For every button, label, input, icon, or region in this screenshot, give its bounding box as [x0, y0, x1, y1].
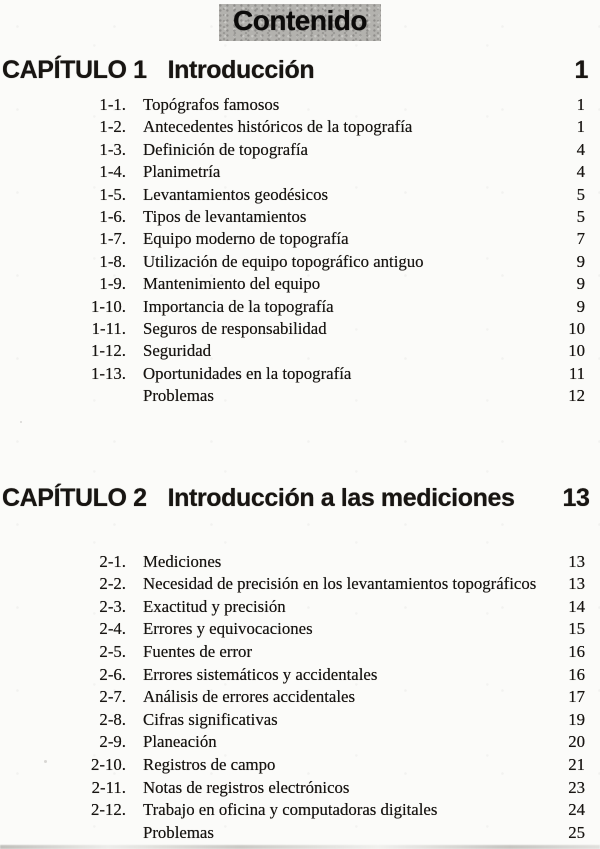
- toc-item-page: 7: [576, 229, 585, 249]
- toc-row: [0, 686, 600, 709]
- toc-item-page: 9: [576, 296, 585, 316]
- toc-item-number: 2-10.: [91, 755, 126, 775]
- toc-row: [0, 385, 600, 407]
- chapter-2-label: CAPÍTULO 2: [2, 483, 147, 512]
- toc-row: [0, 777, 600, 800]
- toc-item-title: Problemas: [143, 386, 214, 406]
- toc-item-title: Errores y equivocaciones: [143, 619, 313, 639]
- toc-item-title: Seguridad: [143, 341, 212, 361]
- toc-item-title: Definición de topografía: [143, 139, 308, 159]
- toc-row: [0, 251, 600, 273]
- toc-item-number: 2-12.: [91, 800, 126, 820]
- toc-row: [0, 731, 600, 754]
- toc-row: [0, 161, 600, 183]
- toc-item-number: 2-2.: [99, 574, 126, 594]
- toc-item-page: 10: [568, 319, 585, 339]
- toc-item-title: Notas de registros electrónicos: [143, 777, 350, 797]
- toc-row: [0, 139, 600, 161]
- chapter-1-label: CAPÍTULO 1: [2, 56, 147, 84]
- toc-item-page: 5: [576, 207, 585, 227]
- toc-item-title: Trabajo en oficina y computadoras digitales: [143, 800, 438, 820]
- toc-row: [0, 709, 600, 732]
- toc-item-page: 10: [568, 341, 585, 361]
- toc-item-number: 2-3.: [99, 596, 126, 616]
- toc-item-number: 1-10.: [91, 296, 126, 316]
- toc-item-page: 20: [568, 732, 585, 752]
- toc-item-number: 2-6.: [99, 664, 126, 684]
- toc-item-number: 1-2.: [99, 117, 126, 137]
- toc-row: [0, 551, 600, 574]
- toc-item-title: Registros de campo: [143, 755, 276, 775]
- toc-item-title: Antecedentes históricos de la topografía: [143, 117, 413, 137]
- toc-item-page: 12: [568, 386, 585, 406]
- toc-item-number: 1-8.: [99, 251, 126, 271]
- toc-item-number: 2-8.: [99, 709, 126, 729]
- toc-item-number: 1-1.: [99, 95, 126, 114]
- toc-item-page: 4: [576, 139, 585, 159]
- toc-row: [0, 340, 600, 362]
- chapter-1-page-number: 1: [574, 56, 588, 84]
- scan-speck: [20, 421, 22, 423]
- toc-item-number: 2-4.: [99, 619, 126, 639]
- toc-item-number: 1-9.: [99, 274, 126, 294]
- toc-item-title: Equipo moderno de topografía: [143, 229, 349, 249]
- toc-item-page: 19: [568, 709, 585, 729]
- toc-item-title: Mantenimiento del equipo: [143, 274, 321, 294]
- toc-item-page: 4: [576, 162, 585, 182]
- toc-item-page: 9: [576, 274, 585, 294]
- chapter-1-header: [0, 54, 600, 86]
- toc-item-number: 2-7.: [99, 687, 126, 707]
- chapter-2-header: [0, 482, 600, 514]
- toc-item-number: 1-4.: [99, 162, 126, 182]
- toc-row: [0, 116, 600, 138]
- chapter-2-toc-list: [0, 551, 600, 845]
- toc-item-title: Utilización de equipo topográfico antiguo: [143, 251, 424, 271]
- toc-item-number: 1-7.: [99, 229, 126, 249]
- toc-item-title: Mediciones: [143, 551, 222, 571]
- toc-row: [0, 618, 600, 641]
- toc-item-page: 1: [576, 117, 585, 137]
- toc-item-page: 14: [568, 596, 585, 616]
- toc-item-page: 15: [568, 619, 585, 639]
- toc-item-number: 2-9.: [99, 732, 126, 752]
- toc-item-title: Cifras significativas: [143, 709, 278, 729]
- toc-row: [0, 228, 600, 250]
- toc-item-number: 1-3.: [99, 139, 126, 159]
- toc-item-page: 24: [568, 800, 585, 820]
- toc-item-title: Necesidad de precisión en los levantamientos topográficos: [143, 574, 537, 594]
- toc-item-number: 1-6.: [99, 207, 126, 227]
- toc-item-page: 17: [568, 687, 585, 707]
- page-title: Contenido: [219, 4, 381, 41]
- toc-item-number: 2-1.: [99, 551, 126, 571]
- toc-item-page: 13: [568, 551, 585, 571]
- toc-item-page: 13: [568, 574, 585, 594]
- toc-item-number: 2-5.: [99, 642, 126, 662]
- toc-row: [0, 799, 600, 822]
- toc-row: [0, 754, 600, 777]
- chapter-2-page-number: 13: [562, 483, 590, 512]
- toc-item-title: Levantamientos geodésicos: [143, 184, 329, 204]
- toc-item-title: Oportunidades en la topografía: [143, 363, 352, 383]
- toc-item-title: Planimetría: [143, 162, 221, 182]
- toc-row: [0, 296, 600, 318]
- toc-item-title: Problemas: [143, 822, 214, 842]
- chapter-1-title: Introducción: [167, 56, 315, 84]
- scan-speck: [44, 760, 47, 763]
- toc-row: [0, 641, 600, 664]
- toc-item-page: 9: [576, 251, 585, 271]
- toc-item-page: 25: [568, 822, 585, 842]
- toc-item-page: 23: [568, 777, 585, 797]
- toc-item-title: Tipos de levantamientos: [143, 207, 307, 227]
- toc-row: [0, 94, 600, 116]
- chapter-1-section: [0, 54, 600, 408]
- toc-item-title: Planeación: [143, 732, 217, 752]
- toc-item-page: 5: [576, 184, 585, 204]
- toc-row: [0, 822, 600, 845]
- toc-item-page: 16: [568, 642, 585, 662]
- toc-item-page: 11: [568, 363, 585, 383]
- toc-item-title: Fuentes de error: [143, 642, 253, 662]
- toc-item-title: Seguros de responsabilidad: [143, 319, 327, 339]
- toc-item-page: 16: [568, 664, 585, 684]
- toc-item-number: 1-11.: [91, 319, 126, 339]
- page-title-wrap: [0, 0, 600, 46]
- toc-item-title: Análisis de errores accidentales: [143, 687, 356, 707]
- toc-item-number: 2-11.: [91, 777, 126, 797]
- toc-row: [0, 573, 600, 596]
- toc-item-title: Importancia de la topografía: [143, 296, 334, 316]
- scan-edge-artifact: [0, 845, 600, 849]
- chapter-1-toc-list: [0, 94, 600, 408]
- toc-item-title: Exactitud y precisión: [143, 596, 286, 616]
- chapter-2-section: [0, 482, 600, 845]
- toc-row: [0, 184, 600, 206]
- toc-row: [0, 664, 600, 687]
- toc-item-number: 1-12.: [91, 341, 126, 361]
- toc-item-title: Topógrafos famosos: [143, 95, 280, 114]
- toc-row: [0, 596, 600, 619]
- toc-row: [0, 318, 600, 340]
- toc-row: [0, 273, 600, 295]
- toc-row: [0, 363, 600, 385]
- toc-item-title: Errores sistemáticos y accidentales: [143, 664, 378, 684]
- toc-item-number: 1-13.: [91, 363, 126, 383]
- toc-item-page: 1: [576, 95, 585, 114]
- toc-row: [0, 206, 600, 228]
- toc-item-number: 1-5.: [99, 184, 126, 204]
- toc-item-page: 21: [568, 755, 585, 775]
- chapter-2-title: Introducción a las mediciones: [167, 483, 515, 512]
